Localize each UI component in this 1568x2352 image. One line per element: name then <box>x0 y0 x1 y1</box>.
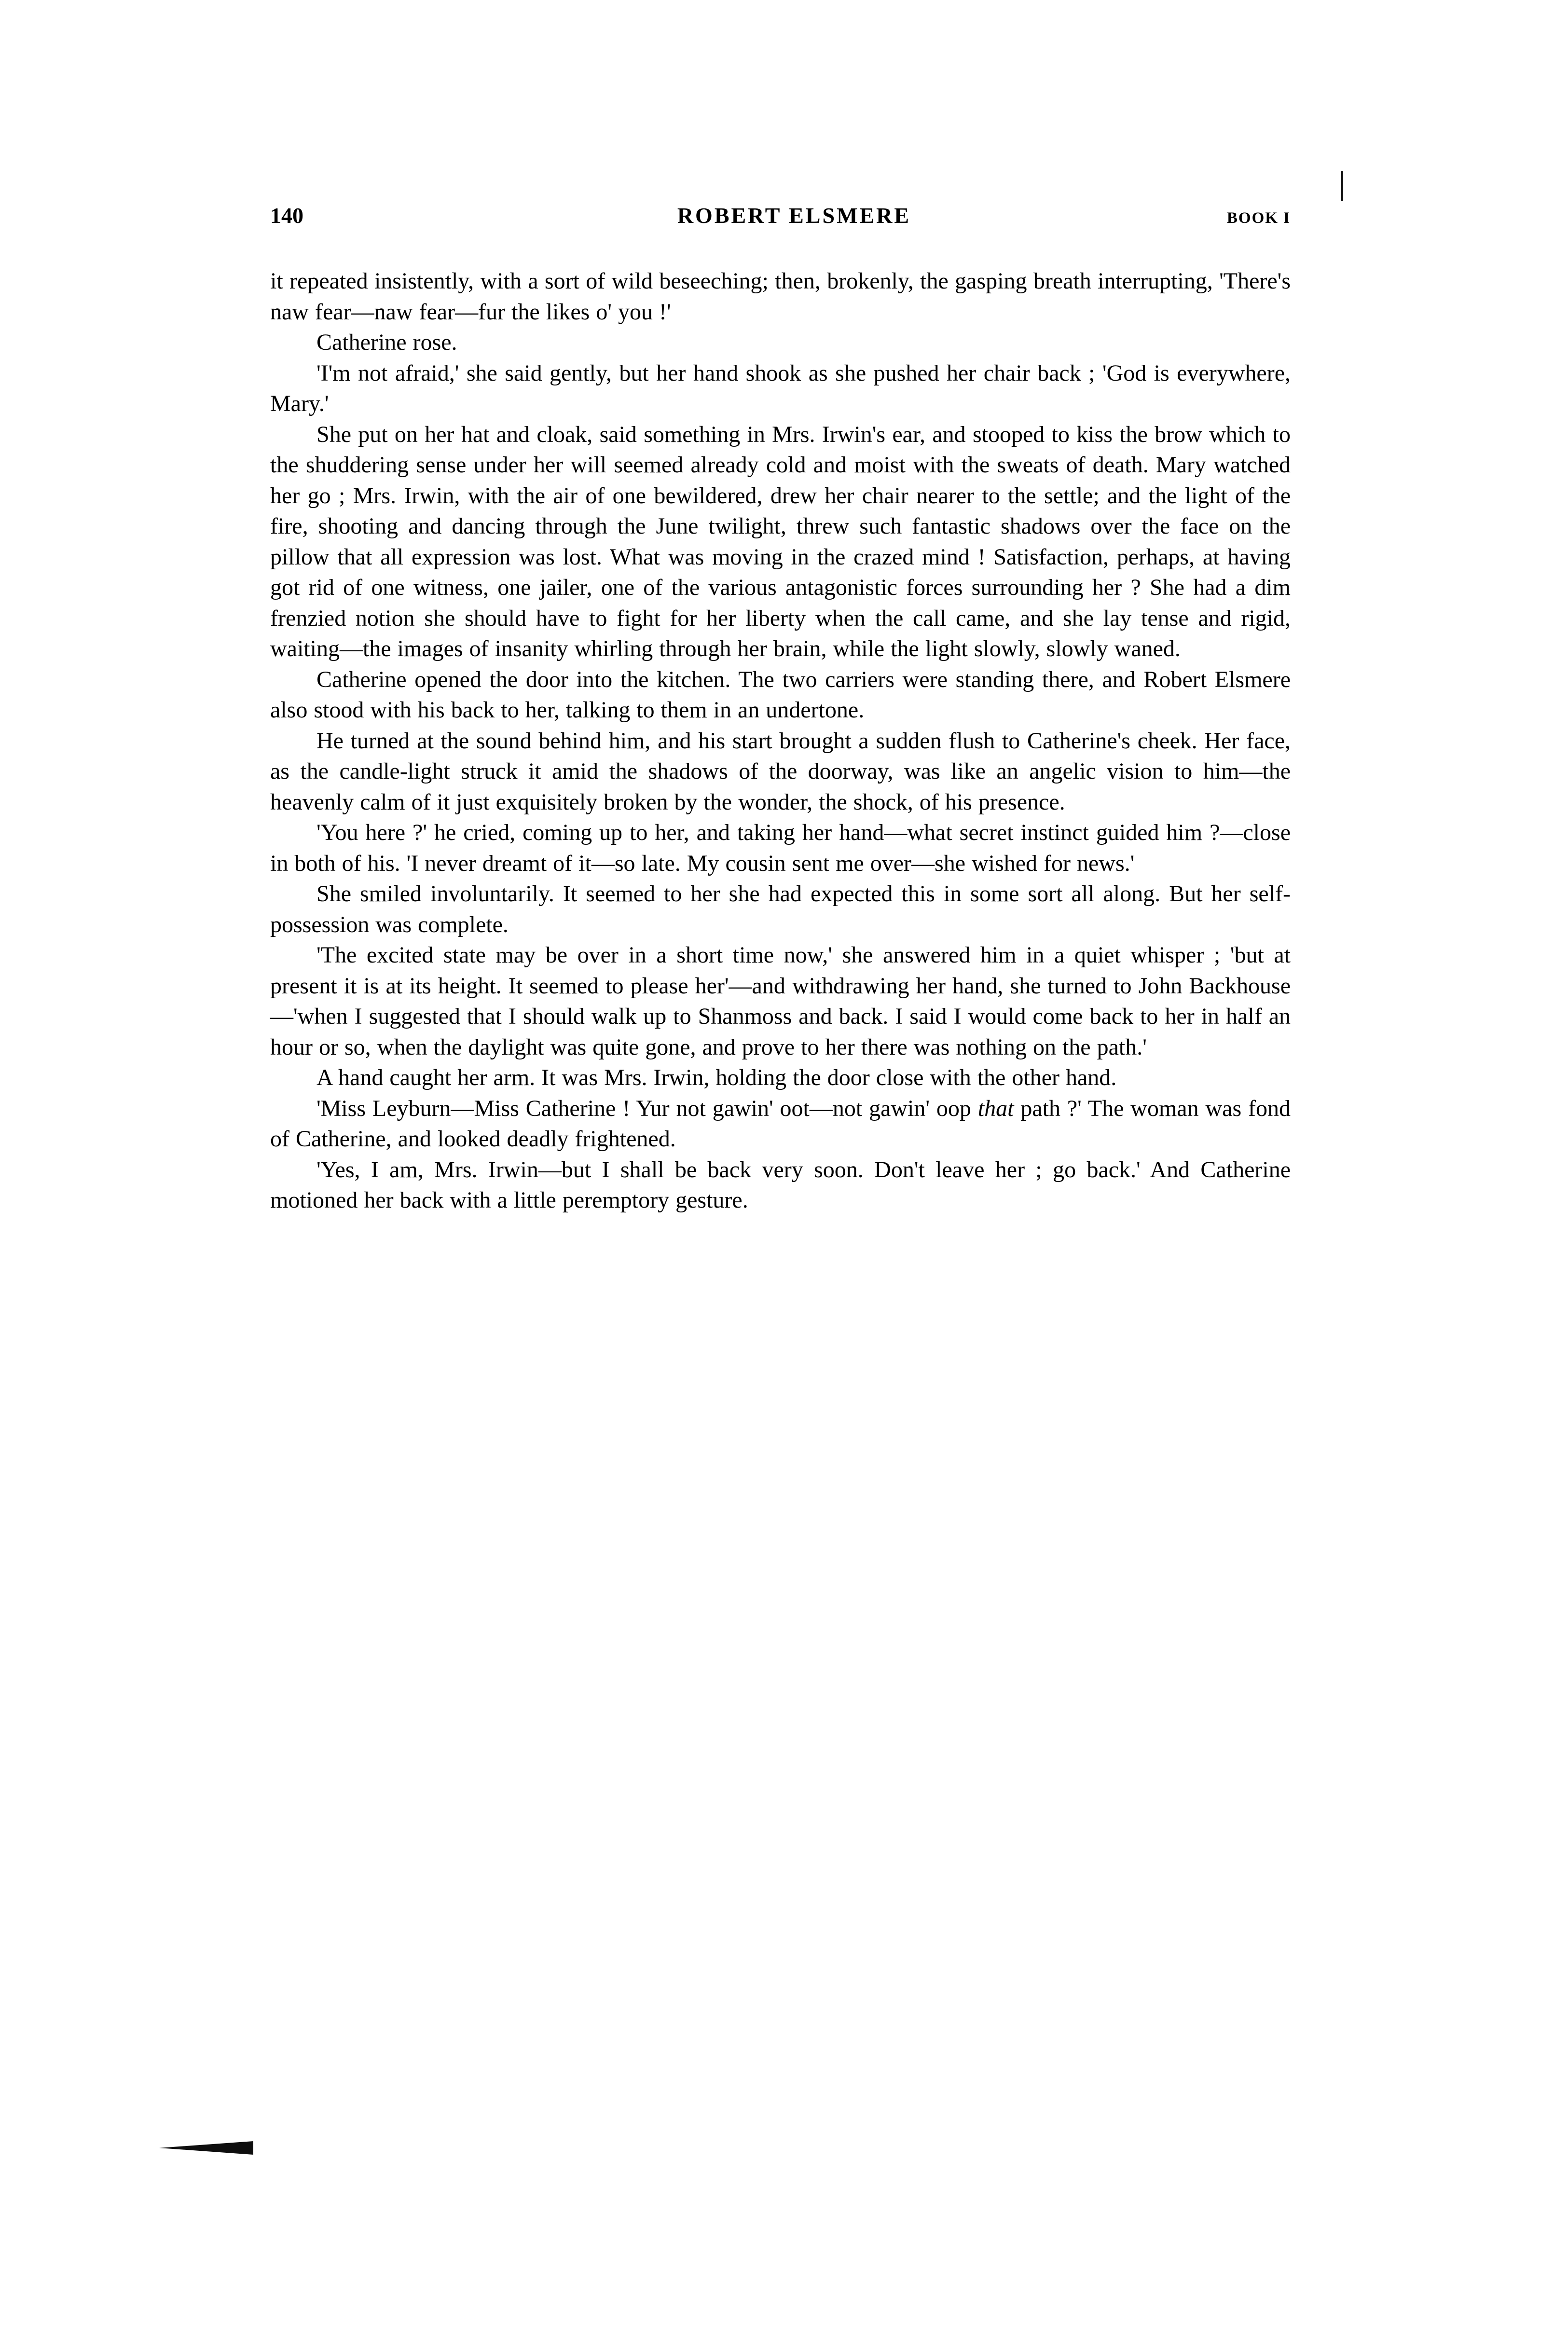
paragraph: it repeated insistently, with a sort of wild beseeching; then, brokenly, the gasping breath interrupting, 'There's naw fear—naw fear—fur the likes o' you !' <box>270 268 1291 325</box>
paragraph: Catherine opened the door into the kitchen. The two carriers were standing there, and Robert Elsmere also stood with his back to her, talking to them in an undertone. <box>270 666 1291 723</box>
page-content <box>270 203 1291 1216</box>
page-header <box>270 203 1291 228</box>
paragraph: He turned at the sound behind him, and his start brought a sudden flush to Catherine's cheek. Her face, as the candle-light struck it amid the shadows of the doorway, was like an angelic vision to him—the heavenly calm of it just exquisitely broken by the wonder, the shock, of his presence. <box>270 728 1291 815</box>
paragraph: 'Miss Leyburn—Miss Catherine ! Yur not gawin' oot—not gawin' oop that path ?' The woman was fond of Catherine, and looked deadly frightened. <box>270 1095 1291 1152</box>
book-label: BOOK I <box>1226 209 1291 227</box>
paragraph: 'Yes, I am, Mrs. Irwin—but I shall be back very soon. Don't leave her ; go back.' And Catherine motioned her back with a little peremptory gesture. <box>270 1156 1291 1213</box>
margin-tick-icon <box>1341 171 1343 201</box>
body-text <box>270 266 1291 1216</box>
printers-wedge-mark-icon <box>159 2137 256 2155</box>
paragraph: A hand caught her arm. It was Mrs. Irwin, holding the door close with the other hand. <box>316 1065 1117 1090</box>
paragraph: She smiled involuntarily. It seemed to her she had expected this in some sort all along. But her self-possession was complete. <box>270 881 1291 937</box>
running-title: ROBERT ELSMERE <box>677 203 911 228</box>
page-number: 140 <box>270 203 303 228</box>
paragraph: 'The excited state may be over in a short time now,' she answered him in a quiet whisper ; 'but at present it is at its height. It seemed to please her'—and withdrawing her hand, she turned to John Backhouse—'when I suggested that I should walk up to Shanmoss and back. I said I would come back to her in half an hour or so, when the daylight was quite gone, and prove to her there was nothing on the path.' <box>270 942 1291 1060</box>
paragraph: 'You here ?' he cried, coming up to her, and taking her hand—what secret instinct guided him ?—close in both of his. 'I never dreamt of it—so late. My cousin sent me over—she wished for news.' <box>270 820 1291 876</box>
paragraph: Catherine rose. <box>316 330 457 355</box>
paragraph: She put on her hat and cloak, said something in Mrs. Irwin's ear, and stooped to kiss the brow which to the shuddering sense under her will seemed already cold and moist with the sweats of death. Mary watched her go ; Mrs. Irwin, with the air of one bewildered, drew her chair nearer to the settle; and the light of the fire, shooting and dancing through the June twilight, threw such fantastic shadows over the face on the pillow that all expression was lost. What was moving in the crazed mind ! Satisfaction, perhaps, at having got rid of one witness, one jailer, one of the various antagonistic forces surrounding her ? She had a dim frenzied notion she should have to fight for her liberty when the call came, and she lay tense and rigid, waiting—the images of insanity whirling through her brain, while the light slowly, slowly waned. <box>270 421 1291 661</box>
paragraph: 'I'm not afraid,' she said gently, but her hand shook as she pushed her chair back ; 'God is everywhere, Mary.' <box>270 360 1291 416</box>
